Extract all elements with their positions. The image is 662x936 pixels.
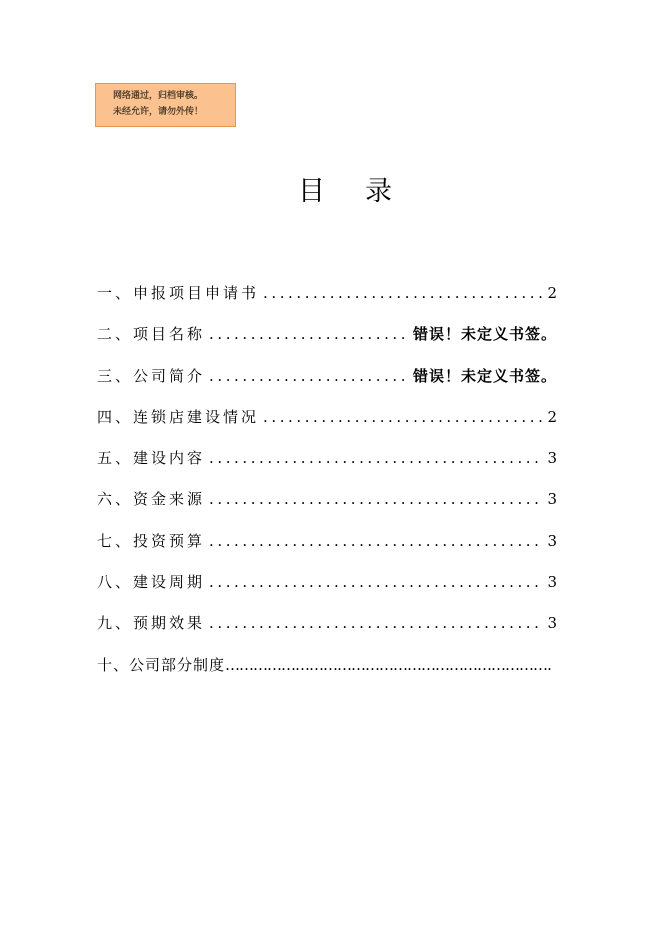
toc-entry[interactable] <box>97 654 557 695</box>
toc-entry-page: 3 <box>547 449 557 468</box>
toc-entry-page: 3 <box>547 614 557 633</box>
toc-entry[interactable] <box>97 406 557 447</box>
toc-entry-page: 3 <box>547 490 557 509</box>
toc-entry-label: 九、预期效果 <box>97 614 206 633</box>
toc-entry-page: 2 <box>547 284 557 302</box>
toc-entry-label: 三、公司简介 <box>97 366 206 385</box>
toc-entry[interactable] <box>97 571 557 612</box>
toc-dot-leader <box>209 490 543 508</box>
toc-entry[interactable] <box>97 323 557 364</box>
table-of-contents <box>97 282 557 695</box>
toc-dot-leader <box>209 614 543 632</box>
notice-stamp <box>95 83 236 127</box>
toc-entry-label: 十、公司部分制度 <box>97 655 226 674</box>
toc-entry-label: 一、申报项目申请书 <box>97 284 260 302</box>
notice-line-2: 未经允许，请勿外传！ <box>113 107 204 117</box>
toc-entry[interactable] <box>97 365 557 406</box>
toc-title: 目录 <box>298 176 432 207</box>
toc-entry-page-error: 错误！未定义书签。 <box>412 366 557 385</box>
toc-entry[interactable] <box>97 612 557 653</box>
toc-dot-leader <box>209 367 409 385</box>
toc-entry-label: 五、建设内容 <box>97 449 206 468</box>
toc-entry-page: 3 <box>547 531 557 550</box>
toc-entry-label: 四、连锁店建设情况 <box>97 407 260 426</box>
toc-dot-leader <box>225 656 553 674</box>
toc-entry-page: 2 <box>547 407 557 426</box>
toc-dot-leader <box>209 532 543 550</box>
toc-entry[interactable] <box>97 488 557 529</box>
toc-entry-label: 七、投资预算 <box>97 531 206 550</box>
toc-entry-label: 八、建设周期 <box>97 573 206 592</box>
toc-entry[interactable] <box>97 282 557 323</box>
toc-dot-leader <box>209 325 409 343</box>
toc-entry-page-error: 错误！未定义书签。 <box>412 325 557 344</box>
toc-dot-leader <box>209 573 543 591</box>
notice-line-1: 网络通过，归档审核。 <box>113 91 204 101</box>
toc-entry-page: 3 <box>547 573 557 592</box>
toc-entry[interactable] <box>97 447 557 488</box>
toc-dot-leader <box>263 284 543 302</box>
toc-entry-label: 六、资金来源 <box>97 490 206 509</box>
toc-dot-leader <box>209 449 543 467</box>
toc-entry[interactable] <box>97 530 557 571</box>
toc-entry-label: 二、项目名称 <box>97 325 206 344</box>
toc-dot-leader <box>263 408 543 426</box>
